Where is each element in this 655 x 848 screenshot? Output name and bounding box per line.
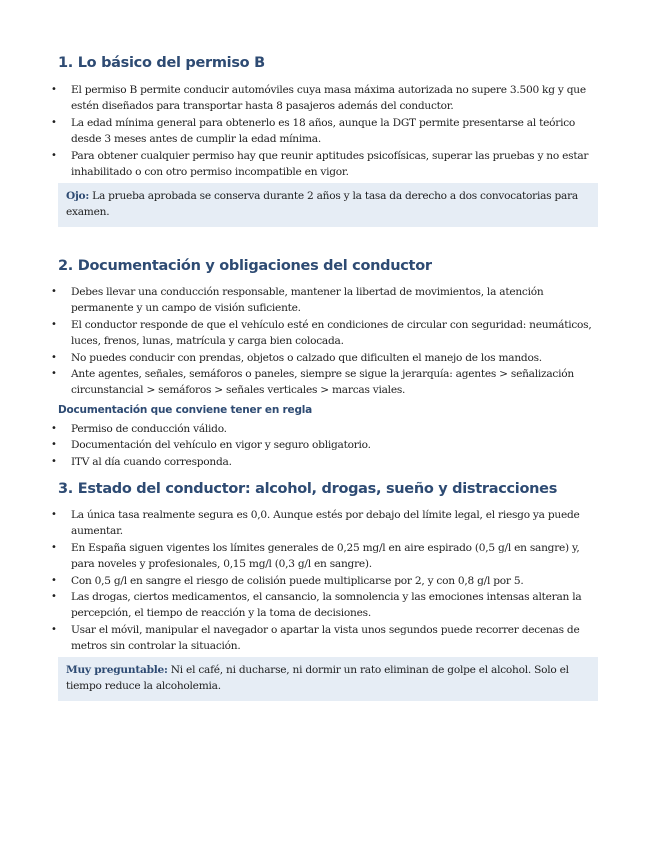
tip-note-label: Ojo: [66,190,90,202]
list-item: • En España siguen vigentes los límites generales de 0,25 mg/l en aire espirado (0,5 g/l en sangre) y, para noveles y profesionales, 0,15 mg/l (0,3 g/l en sangre). [0,540,655,573]
tip-note-text: La prueba aprobada se conserva durante 2 años y la tasa da derecho a dos convocatorias para examen. [66,190,578,219]
list-item: • Usar el móvil, manipular el navegador o apartar la vista unos segundos puede recorrer decenas de metros sin controlar la situación. [0,622,655,655]
section-1-list [0,82,655,180]
section-2-list [0,284,655,399]
list-item: • El conductor responde de que el vehículo esté en condiciones de circular con seguridad: neumáticos, luces, frenos, lunas, matrícula y carga bien colocada. [0,317,655,350]
important-note-text: Ni el café, ni ducharse, ni dormir un rato eliminan de golpe el alcohol. Solo el tiempo reduce la alcoholemia. [66,664,569,693]
important-note-label: Muy preguntable: [66,664,168,676]
list-item: • ITV al día cuando corresponda. [0,454,655,470]
list-item: • El permiso B permite conducir automóviles cuya masa máxima autorizada no supere 3.500 kg y que estén diseñados para transportar hasta 8 pasajeros además del conductor. [0,82,655,115]
list-item: • Documentación del vehículo en vigor y seguro obligatorio. [0,437,655,453]
list-item: • Para obtener cualquier permiso hay que reunir aptitudes psicofísicas, superar las pruebas y no estar inhabilitado o con otro permiso incompatible en vigor. [0,148,655,181]
list-item: • No puedes conducir con prendas, objetos o calzado que dificulten el manejo de los mandos. [0,350,655,366]
important-note-box [58,657,598,701]
tip-note-box [58,183,598,227]
list-item: • La edad mínima general para obtenerlo es 18 años, aunque la DGT permite presentarse al teórico desde 3 meses antes de cumplir la edad mínima. [0,115,655,148]
list-item: • Las drogas, ciertos medicamentos, el cansancio, la somnolencia y las emociones intensas alteran la percepción, el tiempo de reacción y la toma de decisiones. [0,589,655,622]
section-3-list [0,507,655,655]
section-3-title: 3. Estado del conductor: alcohol, drogas, sueño y distracciones [58,481,558,497]
list-item: • Permiso de conducción válido. [0,421,655,437]
list-item: • Debes llevar una conducción responsable, mantener la libertad de movimientos, la atención permanente y un campo de visión suficiente. [0,284,655,317]
list-item: • La única tasa realmente segura es 0,0. Aunque estés por debajo del límite legal, el riesgo ya puede aumentar. [0,507,655,540]
list-item: • Ante agentes, señales, semáforos o paneles, siempre se sigue la jerarquía: agentes > señalización circunstancial > semáforos > señales verticales > marcas viales. [0,366,655,399]
section-1-title: 1. Lo básico del permiso B [58,55,265,71]
section-2-title: 2. Documentación y obligaciones del conductor [58,258,432,274]
list-item: • Con 0,5 g/l en sangre el riesgo de colisión puede multiplicarse por 2, y con 0,8 g/l por 5. [0,573,655,589]
documents-list [0,421,655,470]
subsection-title: Documentación que conviene tener en regla [58,404,313,416]
